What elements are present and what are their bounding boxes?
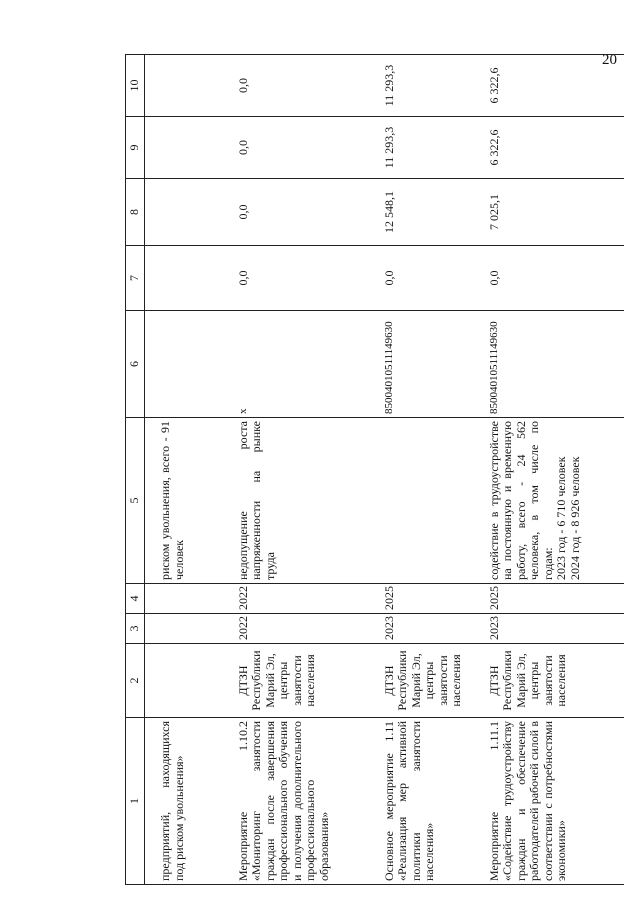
cell-end-year: 2025 xyxy=(369,584,474,614)
cell-result: недопущение роста напряженности на рынке труда xyxy=(223,418,369,584)
activities-table xyxy=(125,54,624,885)
cell-value-9: 11 293,3 xyxy=(369,117,474,179)
col-header-3: 3 xyxy=(126,614,145,644)
column-number-row xyxy=(126,55,145,885)
cell-value-10: 0,0 xyxy=(223,55,369,117)
cell-value-10: 11 293,3 xyxy=(369,55,474,117)
table-row xyxy=(145,55,223,885)
cell-activity: Мероприятие 1.10.2 «Мониторинг занятости граждан после завершения профессионального обучения и получения дополнительного профессионального образования» xyxy=(223,718,369,885)
col-header-1: 1 xyxy=(126,718,145,885)
cell-activity: Основное мероприятие 1.11 «Реализация мер активной политики занятости населения» xyxy=(369,718,474,885)
cell-value-9 xyxy=(145,117,223,179)
cell-value-7 xyxy=(145,246,223,311)
cell-executor: ДТЗН Республики Марий Эл, центры занятости населения xyxy=(369,644,474,718)
cell-value-8: 0,0 xyxy=(223,179,369,246)
result-year-2024: 2024 год - 8 926 человек xyxy=(567,456,582,580)
col-header-6: 6 xyxy=(126,311,145,418)
col-header-8: 8 xyxy=(126,179,145,246)
cell-value-7: 0,0 xyxy=(223,246,369,311)
result-text: содействие в трудоустройстве на постоянную и временную работу, всего - 24 562 человека, в том числе по годам: xyxy=(486,421,555,580)
cell-value-9: 0,0 xyxy=(223,117,369,179)
cell-value-8 xyxy=(145,179,223,246)
cell-budget-code xyxy=(145,311,223,418)
col-header-5: 5 xyxy=(126,418,145,584)
page-number: 20 xyxy=(602,52,617,68)
cell-activity: Мероприятие 1.11.1 «Содействие трудоустройству граждан и обеспечение работодателей рабочей силой в соответствии с потребностями экономики» xyxy=(474,718,624,885)
cell-value-7: 0,0 xyxy=(474,246,624,311)
cell-end-year xyxy=(145,584,223,614)
cell-start-year: 2023 xyxy=(474,614,624,644)
cell-budget-code: 85004010511149630 xyxy=(474,311,624,418)
table-row xyxy=(474,55,624,885)
cell-result: риском увольнения, всего - 91 человек xyxy=(145,418,223,584)
cell-executor xyxy=(145,644,223,718)
cell-executor: ДТЗН Республики Марий Эл, центры занятости населения xyxy=(223,644,369,718)
cell-start-year xyxy=(145,614,223,644)
cell-end-year: 2025 xyxy=(474,584,624,614)
cell-result xyxy=(369,418,474,584)
col-header-7: 7 xyxy=(126,246,145,311)
col-header-2: 2 xyxy=(126,644,145,718)
cell-activity: предприятий, находящихся под риском увольнения» xyxy=(145,718,223,885)
cell-executor: ДТЗН Республики Марий Эл, центры занятости населения xyxy=(474,644,624,718)
cell-budget-code: 85004010511149630 xyxy=(369,311,474,418)
cell-budget-code: x xyxy=(223,311,369,418)
cell-start-year: 2022 xyxy=(223,614,369,644)
table-row xyxy=(223,55,369,885)
cell-value-9: 6 322,6 xyxy=(474,117,624,179)
cell-value-7: 0,0 xyxy=(369,246,474,311)
cell-value-10 xyxy=(145,55,223,117)
cell-value-8: 7 025,1 xyxy=(474,179,624,246)
col-header-10: 10 xyxy=(126,55,145,117)
cell-value-10: 6 322,6 xyxy=(474,55,624,117)
rotated-table-container xyxy=(125,55,621,885)
table-row xyxy=(369,55,474,885)
cell-start-year: 2023 xyxy=(369,614,474,644)
cell-value-8: 12 548,1 xyxy=(369,179,474,246)
col-header-9: 9 xyxy=(126,117,145,179)
col-header-4: 4 xyxy=(126,584,145,614)
result-year-2023: 2023 год - 6 710 человек xyxy=(554,456,568,580)
cell-result xyxy=(474,418,624,584)
cell-end-year: 2022 xyxy=(223,584,369,614)
